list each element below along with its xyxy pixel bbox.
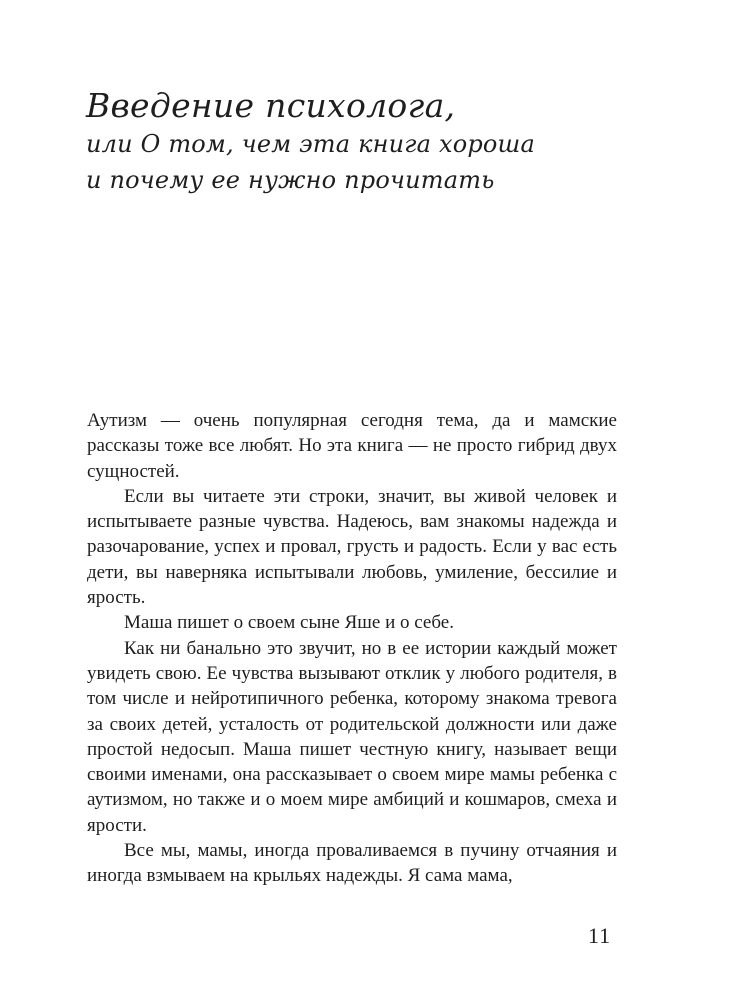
page-number: 11 bbox=[588, 923, 612, 948]
chapter-subtitle-line-1: или О том, чем эта книга хороша bbox=[86, 130, 535, 158]
chapter-heading bbox=[86, 86, 686, 198]
paragraph-3: Маша пишет о своем сыне Яше и о себе. bbox=[124, 612, 454, 634]
paragraph-5: Все мы, мамы, иногда проваливаемся в пучину отчаяния и иногда взмываем на крыльях надежды. Я сама мама, bbox=[87, 840, 617, 887]
body-text bbox=[87, 408, 617, 889]
chapter-title: Введение психолога, bbox=[86, 86, 456, 125]
paragraph-2: Если вы читаете эти строки, значит, вы живой человек и испытываете разные чувства. Надеюсь, вам знакомы надежда и разочарование, успех и провал, грусть и радость. Если у вас есть дети, вы наверняка испытывали любовь, умиление, бессилие и ярость. bbox=[87, 485, 617, 609]
chapter-subtitle-line-2: и почему ее нужно прочитать bbox=[86, 166, 495, 194]
paragraph-4: Как ни банально это звучит, но в ее истории каждый может увидеть свою. Ее чувства вызывают отклик у любого родителя, в том числе и нейротипичного ребенка, которому знакома тревога за своих детей, усталость от родительской должности или даже простой недосып. Маша пишет честную книгу, называет вещи своими именами, она рассказывает о своем мире мамы ребенка с аутизмом, но также и о моем мире амбиций и кошмаров, смеха и ярости. bbox=[87, 637, 617, 836]
paragraph-1: Аутизм — очень популярная сегодня тема, да и мамские рассказы тоже все любят. Но эта книга — не просто гибрид двух сущностей. bbox=[87, 410, 617, 482]
